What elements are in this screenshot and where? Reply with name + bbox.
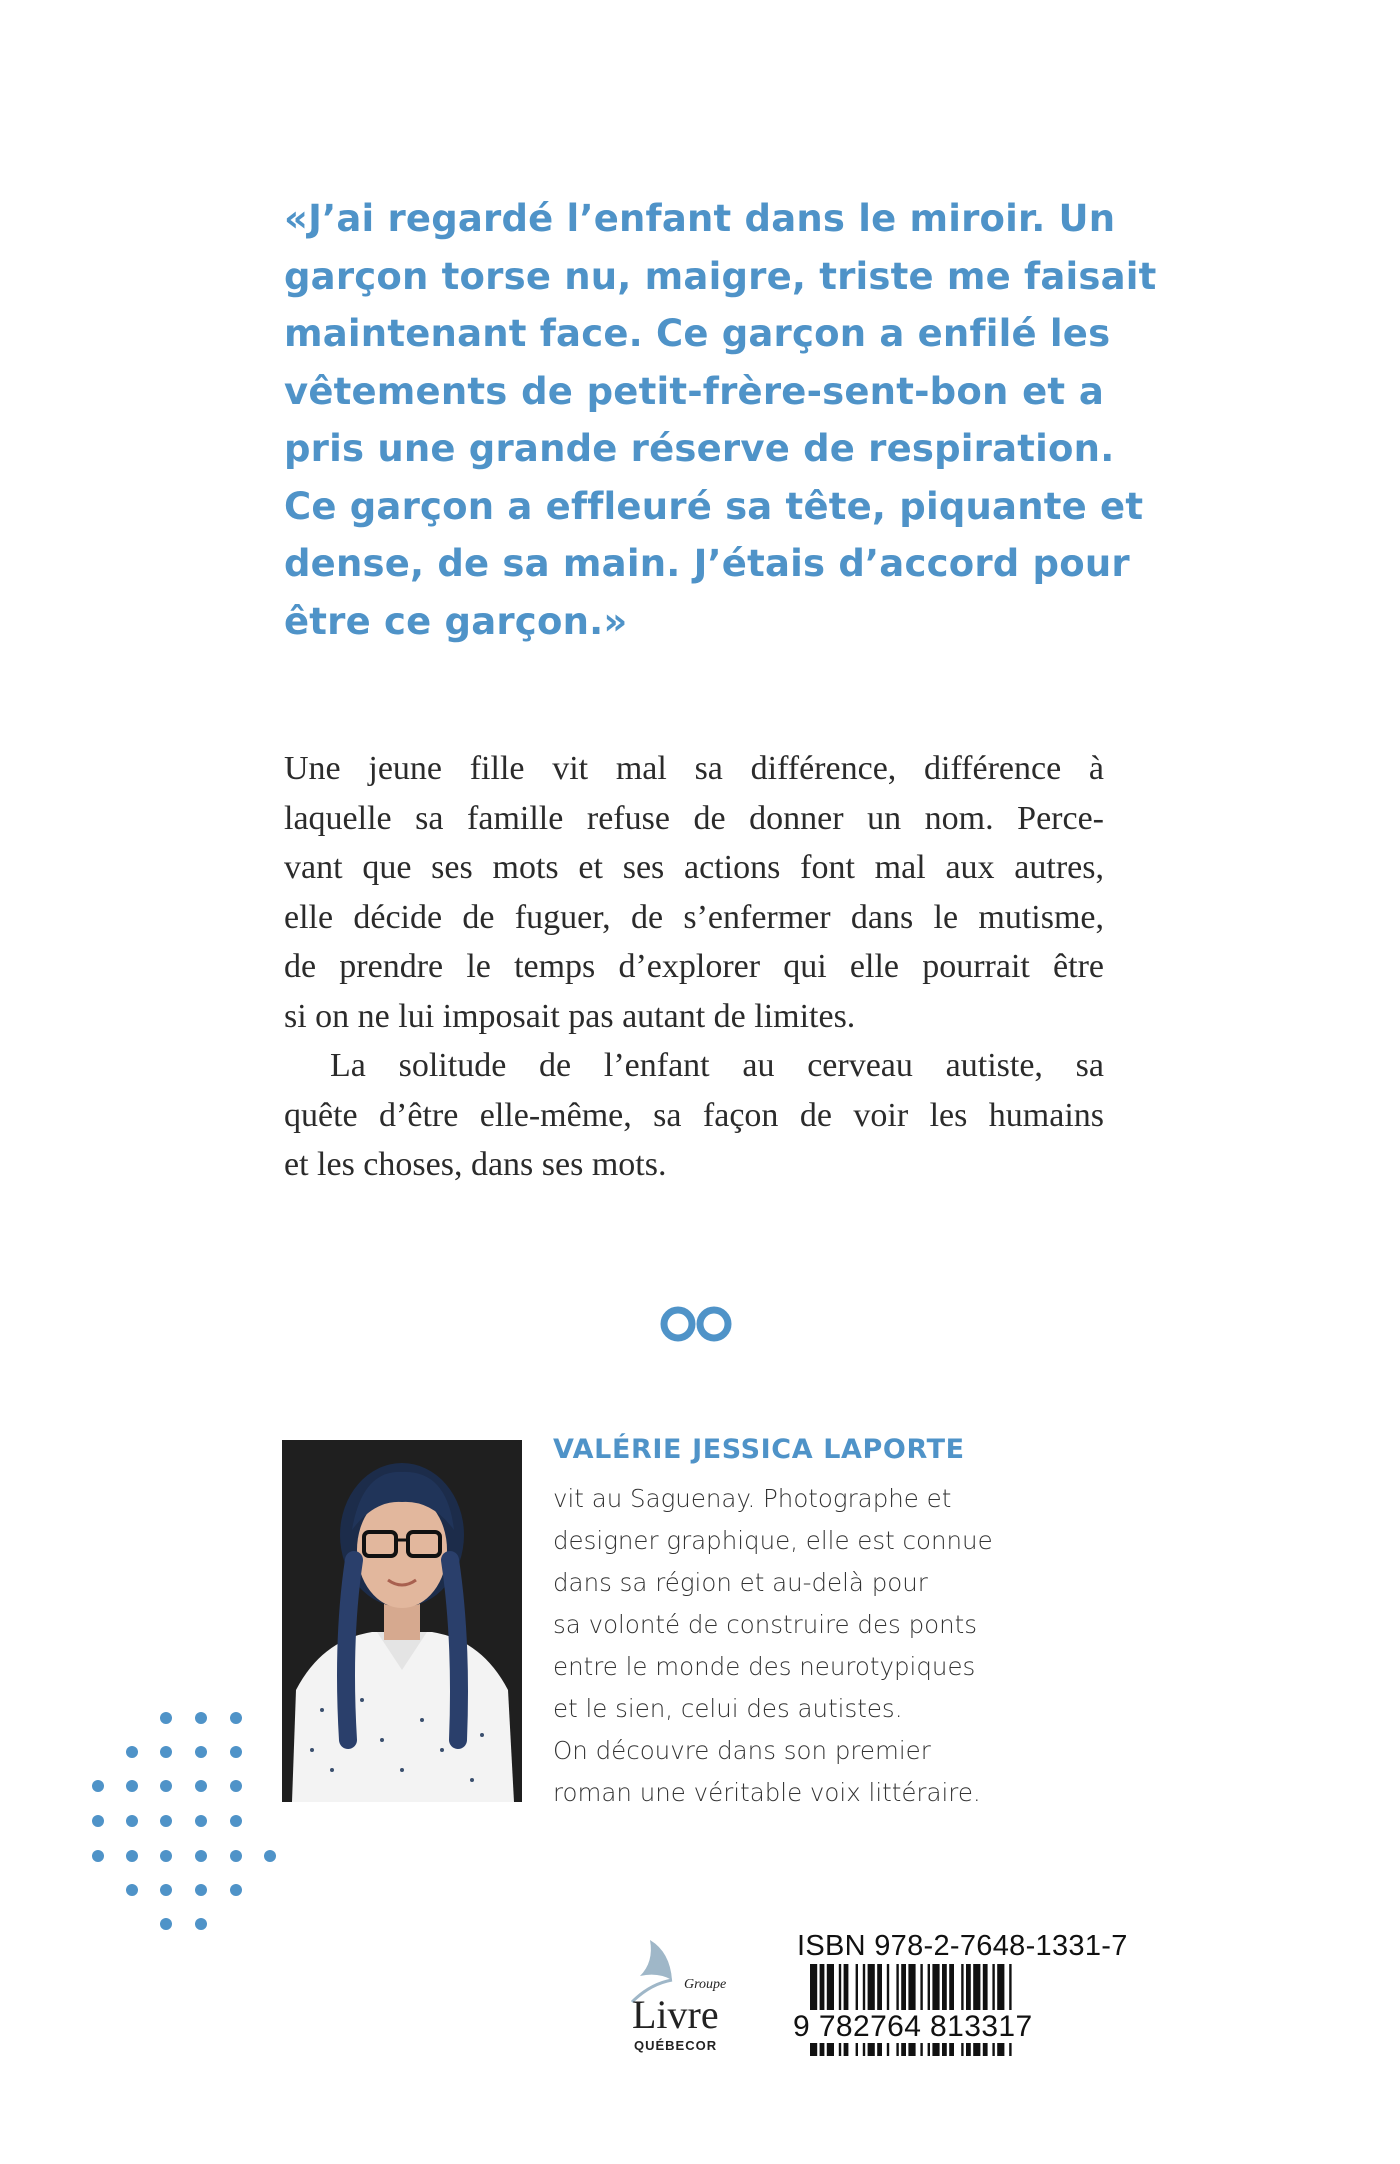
- bio-line: et le sien, celui des autistes.: [553, 1694, 903, 1723]
- quote-line: vêtements de petit-frère-sent-bon et a: [284, 369, 1104, 413]
- synopsis-line: de prendre le temps d’explorer qui elle pourrait être: [284, 948, 1104, 985]
- bio-line: designer graphique, elle est connue: [553, 1526, 993, 1555]
- synopsis-line: quête d’être elle-même, sa façon de voir les humains: [284, 1096, 1104, 1134]
- quote-line: Ce garçon a effleuré sa tête, piquante et: [284, 484, 1144, 528]
- quote-line: dense, de sa main. J’étais d’accord pour: [284, 542, 1130, 585]
- synopsis-line: et les choses, dans ses mots.: [284, 1146, 667, 1183]
- quote-line: pris une grande réserve de respiration.: [284, 427, 1115, 470]
- synopsis-line: elle décide de fuguer, de s’enfermer dans le mutisme,: [284, 898, 1104, 936]
- bio-line: On découvre dans son premier: [553, 1736, 931, 1765]
- barcode-number: 9 782764 813317: [793, 2010, 1033, 2043]
- synopsis-line: vant que ses mots et ses actions font mal aux autres,: [284, 849, 1104, 886]
- quote-line: maintenant face. Ce garçon a enfilé les: [284, 312, 1111, 355]
- author-name: VALÉRIE JESSICA LAPORTE: [553, 1434, 965, 1465]
- synopsis: [284, 744, 1104, 1190]
- infinity-icon: [659, 1304, 733, 1344]
- quote-line: «J’ai regardé l’enfant dans le miroir. Un: [284, 197, 1116, 240]
- quote-line: garçon torse nu, maigre, triste me faisait: [284, 254, 1157, 298]
- publisher-line-3: QUÉBECOR: [634, 2038, 718, 2053]
- synopsis-paragraph-2: [284, 1041, 1104, 1190]
- author-bio: [553, 1478, 1033, 1814]
- synopsis-line: si on ne lui imposait pas autant de limites.: [284, 997, 856, 1035]
- isbn-label: ISBN 978-2-7648-1331-7: [797, 1930, 1128, 1962]
- publisher-logo: [610, 1932, 736, 2060]
- barcode-digits: [792, 2010, 1072, 2044]
- publisher-line-2: Livre: [632, 1992, 719, 2037]
- publisher-line-1: Groupe: [684, 1977, 727, 1992]
- bio-line: sa volonté de construire des ponts: [553, 1610, 978, 1639]
- bio-line: dans sa région et au-delà pour: [553, 1568, 928, 1597]
- bio-line: entre le monde des neurotypiques: [553, 1652, 976, 1681]
- synopsis-paragraph-1: [284, 744, 1104, 1041]
- bio-line: vit au Saguenay. Photographe et: [553, 1484, 952, 1513]
- bio-line: roman une véritable voix littéraire.: [553, 1778, 981, 1807]
- pull-quote: [284, 190, 1157, 650]
- synopsis-line: laquelle sa famille refuse de donner un nom. Perce-: [284, 799, 1104, 837]
- synopsis-line: La solitude de l’enfant au cerveau autiste, sa: [330, 1047, 1104, 1084]
- dot-pattern-decoration: [80, 1700, 330, 1950]
- synopsis-line: Une jeune fille vit mal sa différence, différence à: [284, 750, 1104, 787]
- quote-line: être ce garçon.»: [284, 599, 628, 643]
